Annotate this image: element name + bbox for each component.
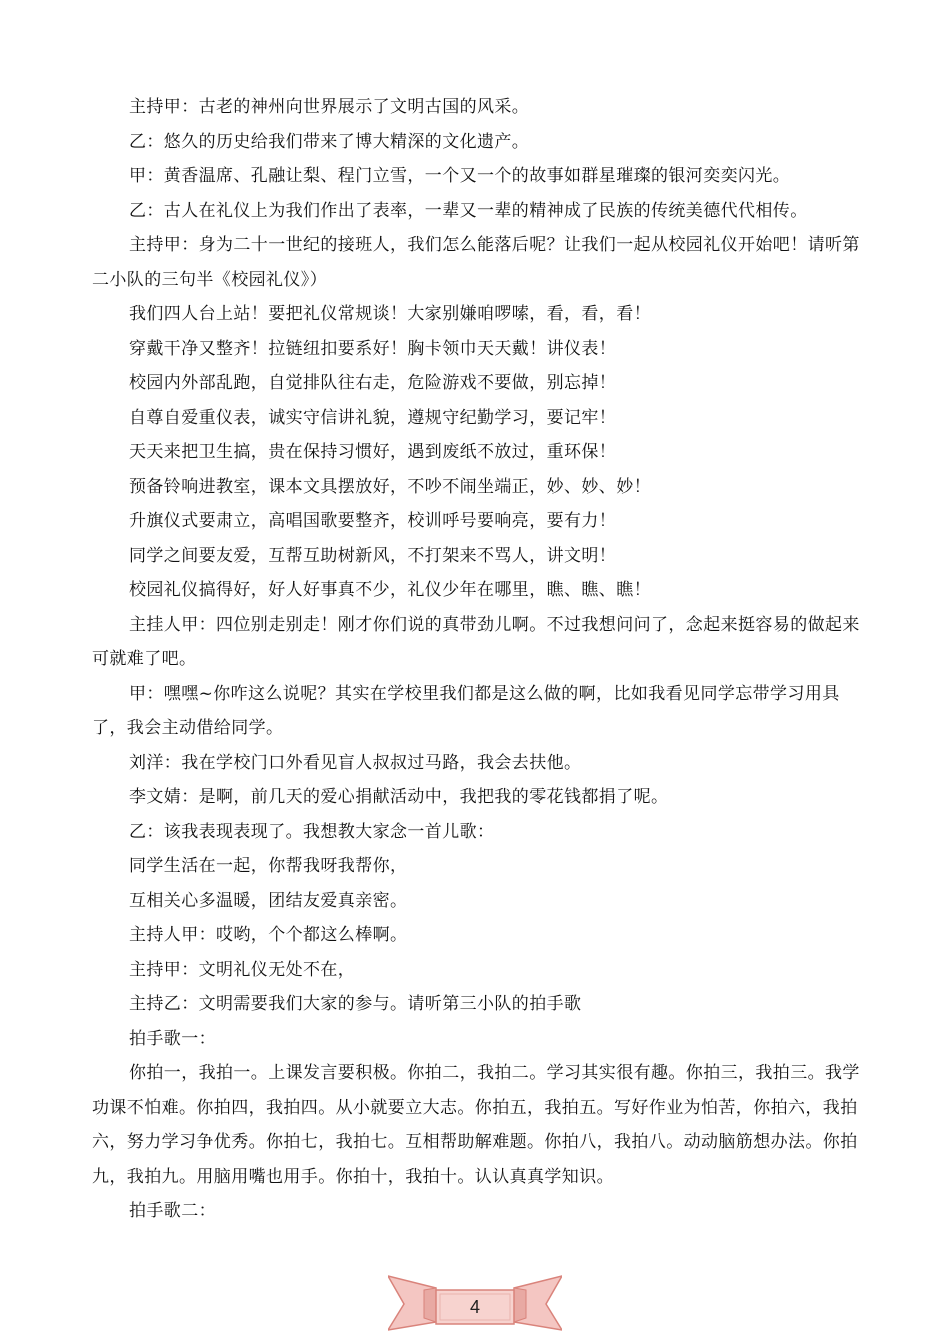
paragraph-line: 拍手歌二： bbox=[129, 1201, 216, 1221]
paragraph-line: 天天来把卫生搞，贵在保持习惯好，遇到废纸不放过，重环保！ bbox=[129, 442, 617, 462]
paragraph-line: 校园内外部乱跑，自觉排队往右走，危险游戏不要做，别忘掉！ bbox=[129, 373, 617, 393]
paragraph-line: 主挂人甲：四位别走别走！刚才你们说的真带劲儿啊。不过我想问问了，念起来挺容易的做起来可就难了吧。 bbox=[92, 614, 860, 669]
paragraph-line: 主持甲：古老的神州向世界展示了文明古国的风采。 bbox=[129, 97, 530, 117]
paragraph-line: 同学生活在一起，你帮我呀我帮你， bbox=[129, 856, 408, 876]
paragraph-line: 同学之间要友爱，互帮互助树新风，不打架来不骂人，讲文明！ bbox=[129, 545, 617, 566]
paragraph-line: 自尊自爱重仪表，诚实守信讲礼貌，遵规守纪勤学习，要记牢！ bbox=[129, 407, 617, 428]
paragraph-line: 你拍一，我拍一。上课发言要积极。你拍二，我拍二。学习其实很有趣。你拍三，我拍三。我学功课不怕难。你拍四，我拍四。从小就要立大志。你拍五，我拍五。写好作业为怕苦，你拍六，我拍六，努力学习争优秀。你拍七，我拍七。互相帮助解难题。你拍八，我拍八。动动脑筋想办法。你拍九，我拍九。用脑用嘴也用手。你拍十，我拍十。认认真真学知识。 bbox=[92, 1063, 860, 1187]
paragraph-line: 乙：该我表现表现了。我想教大家念一首儿歌： bbox=[129, 821, 495, 842]
paragraph-line: 乙：古人在礼仪上为我们作出了表率，一辈又一辈的精神成了民族的传统美德代代相传。 bbox=[129, 200, 808, 221]
paragraph-line: 甲：嘿嘿~你咋这么说呢？其实在学校里我们都是这么做的啊，比如我看见同学忘带学习用具了，我会主动借给同学。 bbox=[92, 683, 840, 738]
paragraph-line: 穿戴干净又整齐！拉链纽扣要系好！胸卡领巾天天戴！讲仪表！ bbox=[129, 338, 617, 359]
paragraph-line: 主持乙：文明需要我们大家的参与。请听第三小队的拍手歌 bbox=[129, 994, 582, 1014]
paragraph-line: 我们四人台上站！要把礼仪常规谈！大家别嫌咱啰嗦，看，看，看！ bbox=[129, 304, 651, 324]
paragraph-line: 升旗仪式要肃立，高唱国歌要整齐，校训呼号要响亮，要有力！ bbox=[129, 511, 617, 531]
document-body bbox=[0, 90, 950, 1229]
paragraph-line: 李文婧：是啊，前几天的爱心捐献活动中，我把我的零花钱都捐了呢。 bbox=[129, 787, 669, 807]
paragraph-line: 刘洋：我在学校门口外看见盲人叔叔过马路，我会去扶他。 bbox=[129, 752, 582, 773]
paragraph-line: 拍手歌一： bbox=[129, 1028, 216, 1049]
paragraph-line: 主持甲：身为二十一世纪的接班人，我们怎么能落后呢？让我们一起从校园礼仪开始吧！请听第二小队的三句半《校园礼仪》） bbox=[92, 235, 860, 290]
paragraph-line: 乙：悠久的历史给我们带来了博大精深的文化遗产。 bbox=[129, 131, 530, 152]
paragraph-line: 主持甲：文明礼仪无处不在， bbox=[129, 959, 356, 980]
page-footer bbox=[0, 1268, 950, 1344]
page-number: 4 bbox=[469, 1297, 480, 1317]
paragraph-line: 互相关心多温暖，团结友爱真亲密。 bbox=[129, 890, 408, 911]
paragraph-line: 甲：黄香温席、孔融让梨、程门立雪，一个又一个的故事如群星璀璨的银河奕奕闪光。 bbox=[129, 166, 791, 186]
paragraph-line: 校园礼仪搞得好，好人好事真不少，礼仪少年在哪里，瞧、瞧、瞧！ bbox=[129, 580, 651, 600]
paragraph-line: 预备铃响进教室，课本文具摆放好，不吵不闹坐端正，妙、妙、妙！ bbox=[129, 476, 651, 497]
paragraph-line: 主持人甲：哎哟，个个都这么棒啊。 bbox=[129, 925, 408, 945]
